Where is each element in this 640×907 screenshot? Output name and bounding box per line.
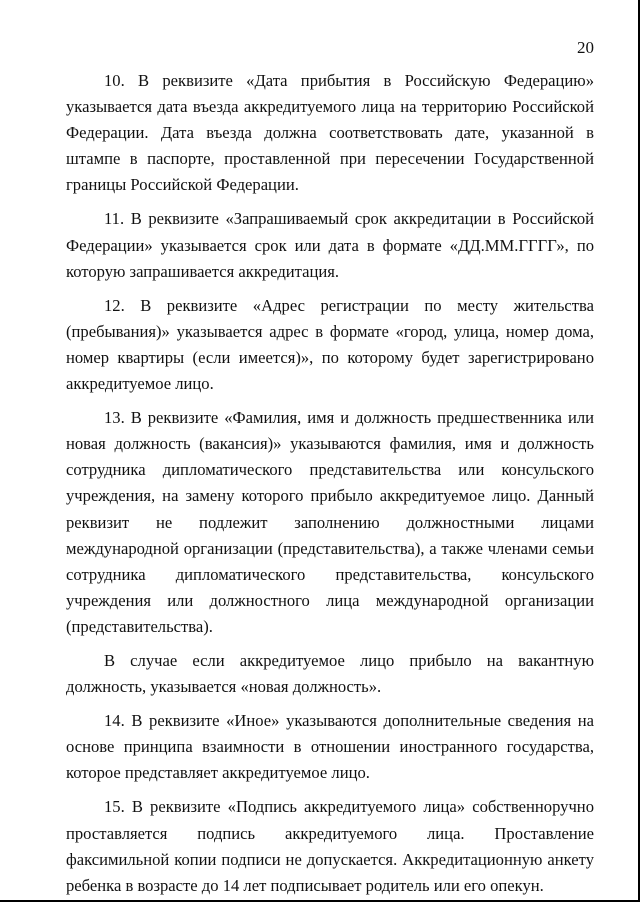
paragraph-vacancy-note: В случае если аккредитуемое лицо прибыло на вакантную должность, указывается «новая должность».	[66, 650, 594, 697]
paragraph-item-14: 14. В реквизите «Иное» указываются дополнительные сведения на основе принципа взаимности в отношении иностранного государства, которое представляет аккредитуемое лицо.	[66, 711, 594, 783]
page-number: 20	[577, 38, 594, 57]
paragraph-item-13: 13. В реквизите «Фамилия, имя и должность предшественника или новая должность (вакансия)» указываются фамилия, имя и должность сотрудника дипломатического представительства или консульского учреждения, на замену которого прибыло аккредитуемое лицо. Данный реквизит не подлежит заполнению должностными лицами международной организации (представительства), а также членами семьи сотрудника дипломатического представительства, консульского учреждения или должностного лица международной организации (представительства).	[66, 408, 594, 636]
paragraph-item-12: 12. В реквизите «Адрес регистрации по месту жительства (пребывания)» указывается адрес в формате «город, улица, номер дома, номер квартиры (если имеется)», по которому будет зарегистрировано аккредитуемое лицо.	[66, 295, 594, 394]
paragraph-item-15: 15. В реквизите «Подпись аккредитуемого лица» собственноручно проставляется подпись аккредитуемого лица. Проставление факсимильной копии подписи не допускается. Аккредитационную анкету ребенка в возрасте до 14 лет подписывает родитель или его опекун.	[66, 797, 594, 895]
document-body	[66, 68, 594, 907]
paragraph-item-11: 11. В реквизите «Запрашиваемый срок аккредитации в Российской Федерации» указывается срок или дата в формате «ДД.ММ.ГГГГ», по которую запрашивается аккредитация.	[66, 209, 594, 281]
paragraph-item-10: 10. В реквизите «Дата прибытия в Российскую Федерацию» указывается дата въезда аккредитуемого лица на территорию Российской Федерации. Дата въезда должна соответствовать дате, указанной в штампе в паспорте, проставленной при пересечении Государственной границы Российской Федерации.	[66, 71, 594, 195]
